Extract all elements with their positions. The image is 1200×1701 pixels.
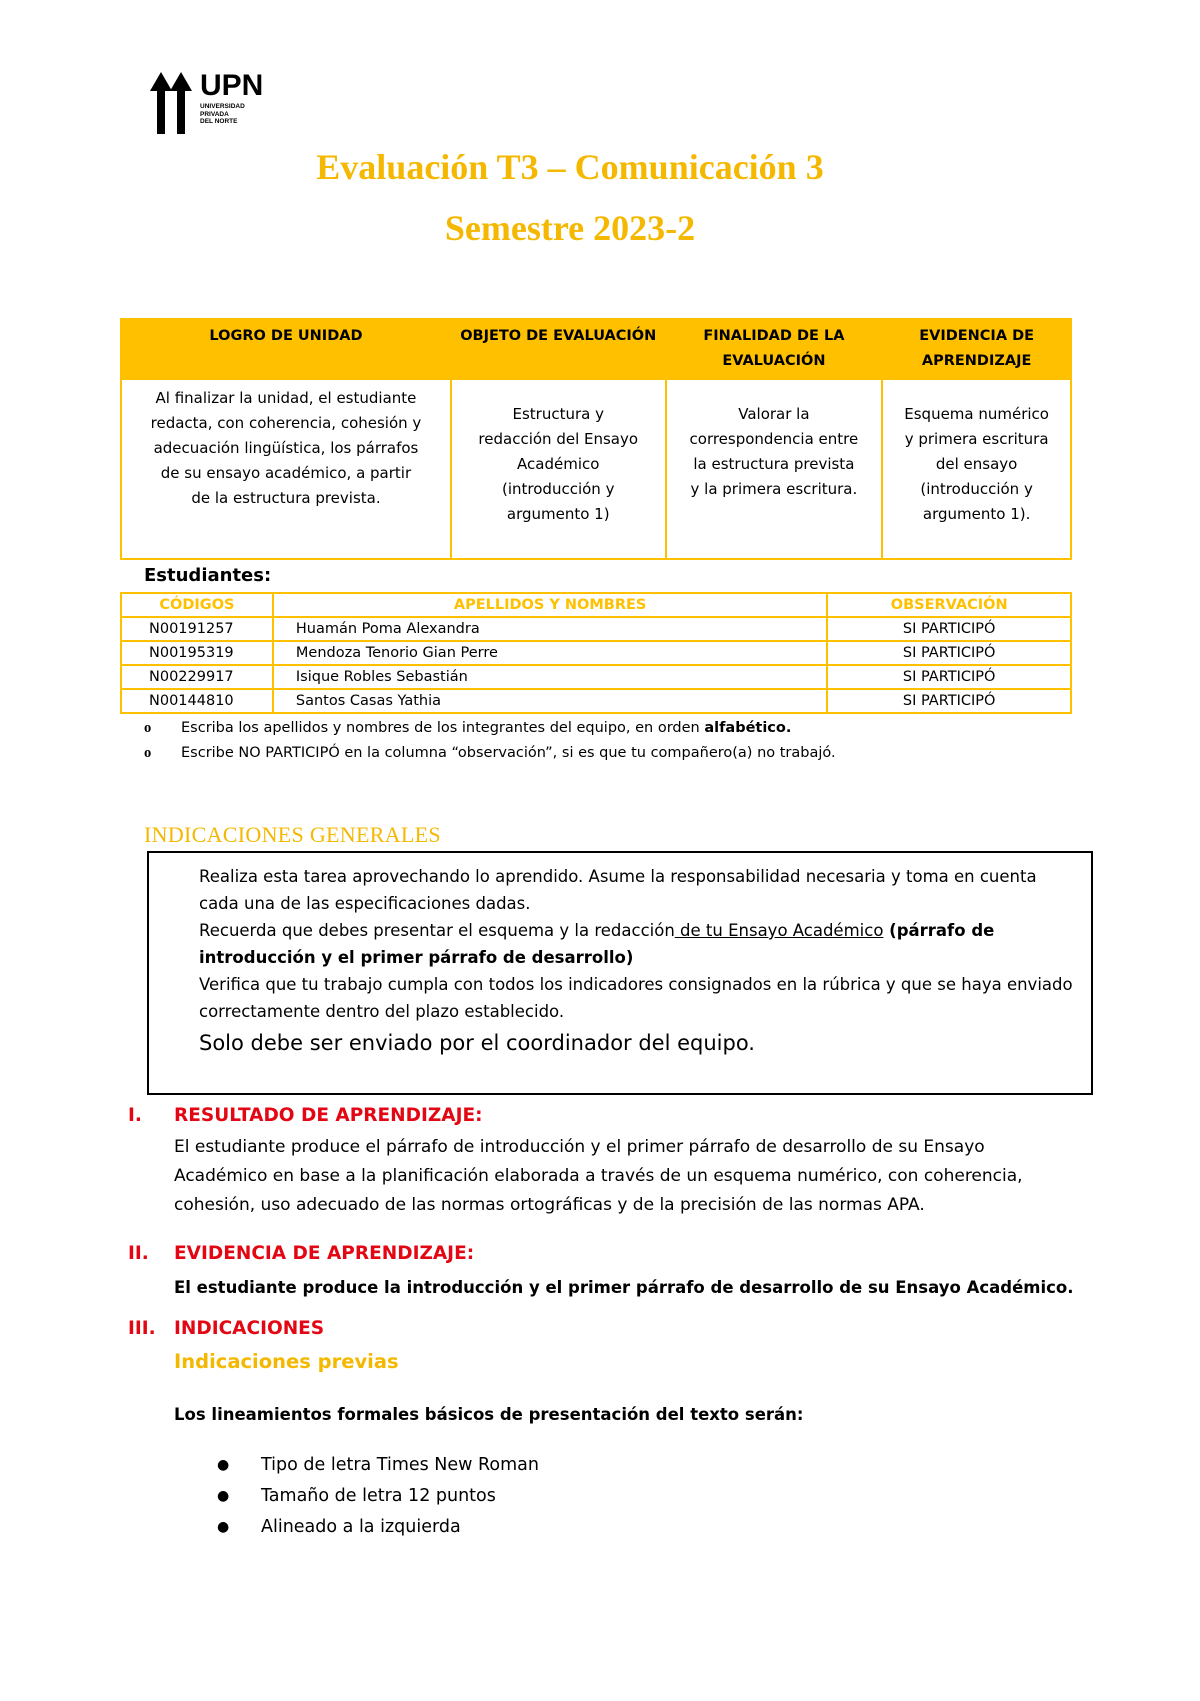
section-1-body: El estudiante produce el párrafo de introducción y el primer párrafo de desarrollo de su Ensayo Académico en base a la planificación elaborada a través de un esquema numérico, con coherencia, cohesión, uso adecuado de las normas ortográficas y de la precisión de las normas APA.: [174, 1137, 1023, 1215]
lineamientos-list: [217, 1450, 539, 1543]
indicacion-1: Realiza esta tarea aprovechando lo aprendido. Asume la responsabilidad necesaria y toma en cuenta cada una de las especificaciones dadas.: [199, 867, 1037, 913]
upn-arrow-icon: [150, 72, 194, 134]
student-name: Mendoza Tenorio Gian Perre: [273, 641, 827, 665]
indicacion-2-underlined: de tu Ensayo Académico: [674, 921, 884, 940]
cell-logro: Al finalizar la unidad, el estudiante redacta, con coherencia, cohesión y adecuación lingüística, los párrafos de su ensayo académico, a partir de la estructura prevista.: [121, 379, 451, 559]
table-row: [121, 617, 1071, 641]
upn-logo: [150, 69, 264, 134]
section-1-numeral: I.: [128, 1105, 142, 1126]
list-item: [217, 1450, 539, 1481]
student-name: Santos Casas Yathia: [273, 689, 827, 713]
indicaciones-generales-heading: INDICACIONES GENERALES: [144, 822, 441, 847]
section-3-heading: [128, 1318, 324, 1339]
section-3-title: INDICACIONES: [174, 1318, 325, 1339]
indicacion-2-text: Recuerda que debes presentar el esquema y la redacción: [199, 921, 675, 940]
indicacion-2: [199, 917, 1079, 971]
header-evidencia: EVIDENCIA DE APRENDIZAJE: [882, 319, 1071, 379]
section-1-heading: [128, 1105, 483, 1126]
students-label: Estudiantes:: [144, 565, 272, 586]
note-marker: o: [144, 745, 152, 761]
section-2-numeral: II.: [128, 1243, 149, 1264]
indicacion-3: Verifica que tu trabajo cumpla con todos los indicadores consignados en la rúbrica y que se haya enviado correctamente dentro del plazo establecido.: [199, 975, 1073, 1021]
table-row: [121, 689, 1071, 713]
list-item: [217, 1481, 539, 1512]
list-item-text: Tipo de letra Times New Roman: [261, 1455, 539, 1475]
section-3-numeral: III.: [128, 1318, 156, 1339]
cell-evidencia: Esquema numérico y primera escritura del ensayo (introducción y argumento 1).: [882, 379, 1071, 559]
cell-objeto: Estructura y redacción del Ensayo Académico (introducción y argumento 1): [451, 379, 666, 559]
cell-finalidad: Valorar la correspondencia entre la estructura prevista y la primera escritura.: [666, 379, 883, 559]
section-1-title: RESULTADO DE APRENDIZAJE:: [174, 1105, 483, 1126]
list-item-text: Tamaño de letra 12 puntos: [261, 1486, 496, 1506]
section-2-body: El estudiante produce la introducción y el primer párrafo de desarrollo de su Ensayo Académico.: [174, 1278, 1074, 1297]
doc-title: Evaluación T3 – Comunicación 3: [316, 147, 824, 187]
note-1-text: Escriba los apellidos y nombres de los integrantes del equipo, en orden: [181, 720, 705, 736]
list-item: [217, 1512, 539, 1543]
note-2-text: Escribe NO PARTICIPÓ en la columna “observación”, si es que tu compañero(a) no trabajó.: [181, 745, 836, 761]
note-1-bold: alfabético.: [704, 720, 792, 736]
student-code: N00195319: [121, 641, 273, 665]
list-item: [144, 716, 836, 741]
header-observacion: OBSERVACIÓN: [827, 593, 1071, 617]
bullet-icon: ●: [217, 1488, 230, 1504]
student-code: N00191257: [121, 617, 273, 641]
header-logro: LOGRO DE UNIDAD: [121, 319, 451, 379]
table-row: [121, 665, 1071, 689]
header-codigos: CÓDIGOS: [121, 593, 273, 617]
header-objeto: OBJETO DE EVALUACIÓN: [451, 319, 666, 379]
doc-subtitle: Semestre 2023-2: [444, 208, 696, 248]
indicacion-2-bold: (párrafo de introducción y el primer párrafo de desarrollo): [199, 921, 995, 967]
student-name: Huamán Poma Alexandra: [273, 617, 827, 641]
section-2-title: EVIDENCIA DE APRENDIZAJE:: [174, 1243, 475, 1264]
bullet-icon: ●: [217, 1457, 230, 1473]
lineamientos-text: Los lineamientos formales básicos de presentación del texto serán:: [174, 1405, 804, 1424]
note-marker: o: [144, 720, 152, 736]
student-obs: SI PARTICIPÓ: [827, 689, 1071, 713]
logo-sub2: PRIVADA: [200, 110, 229, 118]
indicacion-4: Solo debe ser enviado por el coordinador del equipo.: [199, 1031, 755, 1055]
indicaciones-box: [147, 851, 1093, 1095]
students-table: [120, 592, 1072, 714]
students-notes: [144, 716, 836, 766]
student-name: Isique Robles Sebastián: [273, 665, 827, 689]
logo-brand: UPN: [200, 69, 264, 102]
bullet-icon: ●: [217, 1519, 230, 1535]
student-obs: SI PARTICIPÓ: [827, 665, 1071, 689]
logo-sub1: UNIVERSIDAD: [200, 103, 245, 110]
student-obs: SI PARTICIPÓ: [827, 617, 1071, 641]
student-code: N00229917: [121, 665, 273, 689]
indicaciones-previas-heading: Indicaciones previas: [174, 1350, 399, 1373]
student-code: N00144810: [121, 689, 273, 713]
logo-sub3: DEL NORTE: [200, 118, 238, 125]
section-2-heading: [128, 1243, 474, 1264]
logro-table: [120, 318, 1072, 560]
header-apellidos: APELLIDOS Y NOMBRES: [273, 593, 827, 617]
header-finalidad: FINALIDAD DE LA EVALUACIÓN: [666, 319, 883, 379]
table-row: [121, 641, 1071, 665]
list-item-text: Alineado a la izquierda: [261, 1517, 461, 1537]
list-item: [144, 741, 836, 766]
student-obs: SI PARTICIPÓ: [827, 641, 1071, 665]
